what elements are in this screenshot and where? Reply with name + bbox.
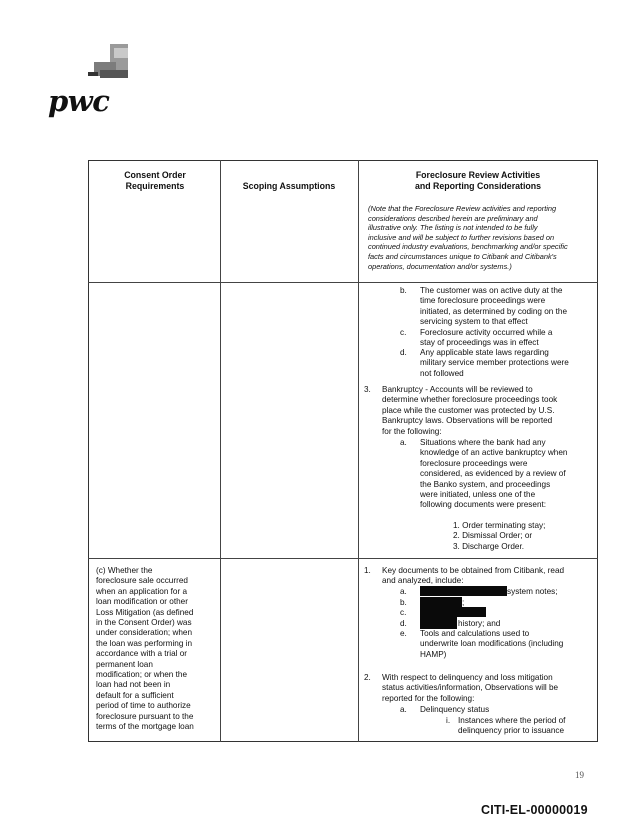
column-divider-2 [358, 160, 359, 742]
consent-order-requirement-c: (c) Whether the foreclosure sale occurred when an application for a loan modification or other Loss Mitigation (as defined in the Consent Order) was under consideration; when the loan was performing in accordance with a trial or permanent loan modification; or when the loan had not been in default for a sufficient period of time to authorize foreclosure pursuant to the terms of the mortgage loan [96, 566, 194, 732]
required-documents-list: 1. Order terminating stay; 2. Dismissal Order; or 3. Discharge Order. [453, 521, 546, 551]
pwc-logo-mark [88, 44, 134, 84]
sub-marker-delinquency-a: a. [400, 705, 407, 714]
header-note: (Note that the Foreclosure Review activities and reporting considerations described herein are preliminary and illustrative only. The listing is not intended to be fully inclusive and will be subject to further revisions based on continued industry evaluations, benchmarking and/or specific facts and circumstances unique to Citibank and Citibank's operations, documentation and/or systems.) [368, 204, 568, 271]
sub-marker-a: a. [400, 587, 407, 596]
sub-item-d-text: history; and [458, 619, 501, 628]
list-item-b: The customer was on active duty at the time foreclosure proceedings were initiated, as determined by coding on the servicing system to that effect [420, 286, 568, 327]
redaction-block [420, 607, 486, 617]
sub-item-delinquency-status: Delinquency status [420, 705, 490, 714]
sub-item-b-text: ; [462, 598, 465, 607]
row-divider [88, 558, 598, 559]
sub-marker-c: c. [400, 608, 407, 617]
list-item-a: Situations where the bank had any knowledge of an active bankruptcy when foreclosure proceedings were considered, as evidenced by a review of the Banko system, and proceedings were initiated, unless one of the following documents were present: [420, 438, 568, 510]
sub-marker-b: b. [400, 598, 407, 607]
pwc-logo-text: pwc [48, 84, 110, 118]
list-item-key-documents: Key documents to be obtained from Citibank, read and analyzed, include: [382, 566, 565, 586]
list-marker-d: d. [400, 348, 407, 357]
list-item-d: Any applicable state laws regarding military service member protections were not followed [420, 348, 569, 378]
list-item-bankruptcy: Bankruptcy - Accounts will be reviewed to determine whether foreclosure proceedings took place while the customer was protected by U.S. Bankruptcy laws. Observations will be reported for the following: [382, 385, 558, 436]
column-divider-1 [220, 160, 221, 742]
header-scoping-assumptions: Scoping Assumptions [242, 181, 336, 191]
sub-item-a-text: system notes; [507, 587, 558, 596]
sub-marker-e: e. [400, 629, 407, 638]
redaction-block [420, 597, 465, 607]
header-consent-order: Consent Order Requirements [124, 170, 186, 191]
sub-marker-d: d. [400, 619, 407, 628]
sub-item-period-of-delinquency: Instances where the period of delinquency prior to issuance [458, 716, 566, 736]
list-marker-2: 2. [364, 673, 371, 682]
page-number: 19 [575, 770, 584, 780]
list-item-delinquency: With respect to delinquency and loss mitigation status activities/information, Observations will be reported for the following: [382, 673, 559, 703]
bates-number: CITI-EL-00000019 [481, 803, 588, 817]
redaction-block [420, 617, 457, 629]
list-marker-3: 3. [364, 385, 371, 394]
sub-marker-roman-i: i. [446, 716, 451, 725]
header-row-divider [88, 282, 598, 283]
list-marker-c: c. [400, 328, 407, 337]
list-marker-a: a. [400, 438, 407, 447]
header-foreclosure-review: Foreclosure Review Activities and Reporting Considerations [414, 170, 542, 191]
list-marker-1: 1. [364, 566, 371, 575]
sub-item-e: Tools and calculations used to underwrite loan modifications (including HAMP) [420, 629, 564, 659]
redaction-block [420, 586, 507, 596]
list-marker-b: b. [400, 286, 407, 295]
list-item-c: Foreclosure activity occurred while a stay of proceedings was in effect [420, 328, 553, 348]
